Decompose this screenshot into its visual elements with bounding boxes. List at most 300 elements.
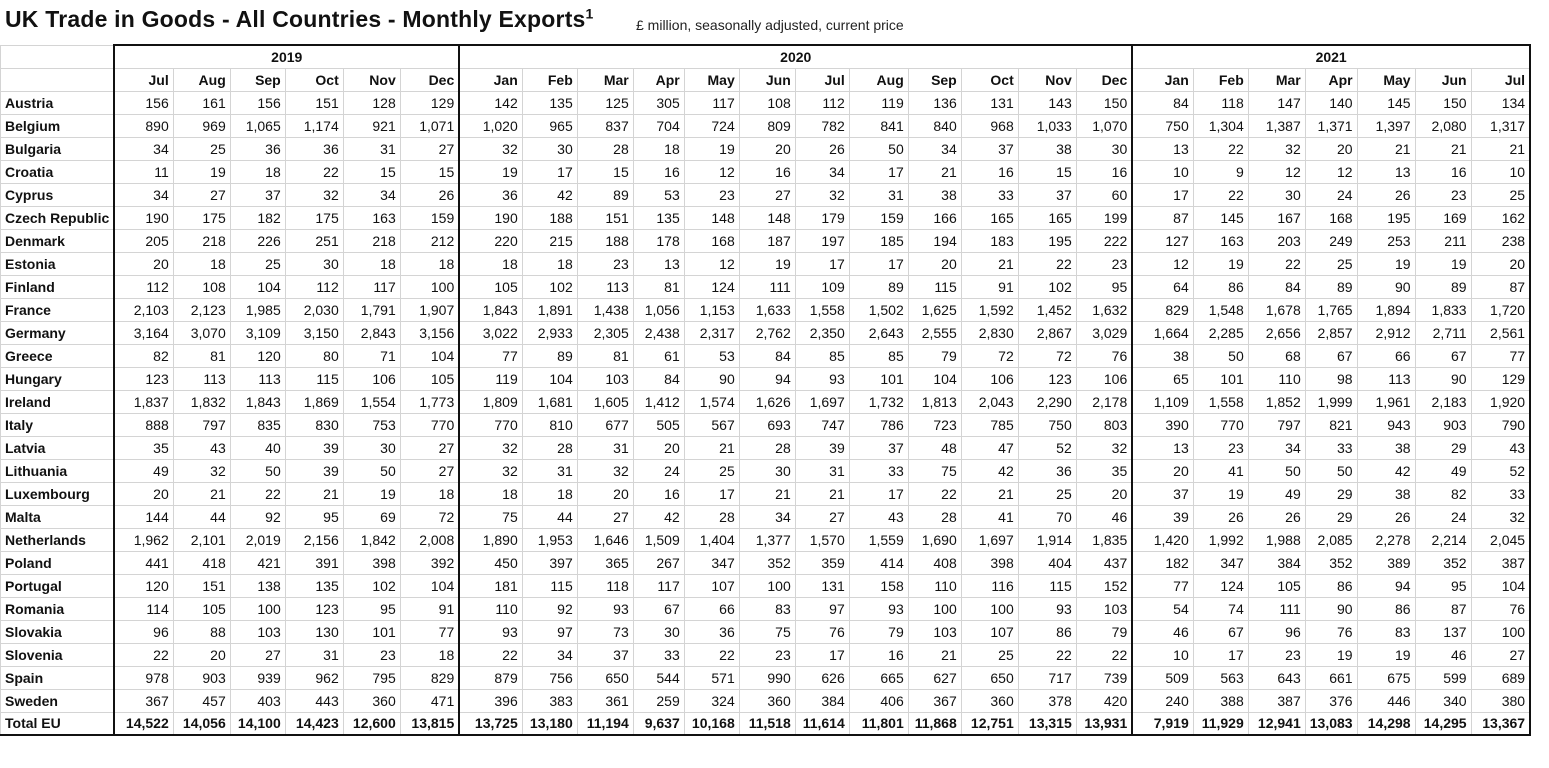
value-cell[interactable]: 15	[400, 160, 459, 183]
value-cell[interactable]: 26	[1248, 505, 1305, 528]
value-cell[interactable]: 30	[343, 436, 400, 459]
value-cell[interactable]: 2,178	[1076, 390, 1132, 413]
value-cell[interactable]: 37	[1132, 482, 1193, 505]
value-cell[interactable]: 2,711	[1415, 321, 1471, 344]
value-cell[interactable]: 12	[1248, 160, 1305, 183]
value-cell[interactable]: 12	[1132, 252, 1193, 275]
value-cell[interactable]: 1,920	[1471, 390, 1530, 413]
value-cell[interactable]: 101	[849, 367, 908, 390]
value-cell[interactable]: 100	[961, 597, 1018, 620]
value-cell[interactable]: 626	[795, 666, 849, 689]
value-cell[interactable]: 222	[1076, 229, 1132, 252]
value-cell[interactable]: 159	[400, 206, 459, 229]
value-cell[interactable]: 1,646	[577, 528, 633, 551]
value-cell[interactable]: 37	[1018, 183, 1076, 206]
value-cell[interactable]: 567	[684, 413, 739, 436]
value-cell[interactable]: 1,852	[1248, 390, 1305, 413]
value-cell[interactable]: 25	[961, 643, 1018, 666]
value-cell[interactable]: 25	[1471, 183, 1530, 206]
value-cell[interactable]: 3,164	[114, 321, 173, 344]
value-cell[interactable]: 360	[343, 689, 400, 712]
value-cell[interactable]: 30	[739, 459, 795, 482]
value-cell[interactable]: 389	[1357, 551, 1415, 574]
value-cell[interactable]: 92	[522, 597, 577, 620]
value-cell[interactable]: 643	[1248, 666, 1305, 689]
value-cell[interactable]: 841	[849, 114, 908, 137]
value-cell[interactable]: 205	[114, 229, 173, 252]
value-cell[interactable]: 367	[114, 689, 173, 712]
value-cell[interactable]: 156	[114, 91, 173, 114]
value-cell[interactable]: 48	[908, 436, 961, 459]
value-cell[interactable]: 31	[343, 137, 400, 160]
country-name[interactable]: Slovakia	[1, 620, 115, 643]
value-cell[interactable]: 194	[908, 229, 961, 252]
value-cell[interactable]: 571	[684, 666, 739, 689]
value-cell[interactable]: 340	[1415, 689, 1471, 712]
value-cell[interactable]: 81	[633, 275, 684, 298]
value-cell[interactable]: 990	[739, 666, 795, 689]
value-cell[interactable]: 22	[1248, 252, 1305, 275]
value-cell[interactable]: 1,559	[849, 528, 908, 551]
value-cell[interactable]: 978	[114, 666, 173, 689]
value-cell[interactable]: 12	[1305, 160, 1357, 183]
value-cell[interactable]: 147	[1248, 91, 1305, 114]
value-cell[interactable]: 72	[1018, 344, 1076, 367]
value-cell[interactable]: 20	[1076, 482, 1132, 505]
value-cell[interactable]: 33	[1305, 436, 1357, 459]
value-cell[interactable]: 97	[522, 620, 577, 643]
value-cell[interactable]: 135	[633, 206, 684, 229]
value-cell[interactable]: 2,278	[1357, 528, 1415, 551]
value-cell[interactable]: 388	[1193, 689, 1248, 712]
value-cell[interactable]: 34	[795, 160, 849, 183]
value-cell[interactable]: 259	[633, 689, 684, 712]
value-cell[interactable]: 34	[739, 505, 795, 528]
value-cell[interactable]: 1,558	[1193, 390, 1248, 413]
value-cell[interactable]: 135	[285, 574, 343, 597]
value-cell[interactable]: 159	[849, 206, 908, 229]
country-name[interactable]: Estonia	[1, 252, 115, 275]
value-cell[interactable]: 69	[343, 505, 400, 528]
value-cell[interactable]: 2,438	[633, 321, 684, 344]
value-cell[interactable]: 968	[961, 114, 1018, 137]
value-cell[interactable]: 420	[1076, 689, 1132, 712]
total-value-cell[interactable]: 12,751	[961, 712, 1018, 735]
value-cell[interactable]: 67	[1415, 344, 1471, 367]
value-cell[interactable]: 398	[961, 551, 1018, 574]
value-cell[interactable]: 18	[522, 482, 577, 505]
value-cell[interactable]: 1,574	[684, 390, 739, 413]
value-cell[interactable]: 19	[1415, 252, 1471, 275]
value-cell[interactable]: 2,561	[1471, 321, 1530, 344]
value-cell[interactable]: 19	[739, 252, 795, 275]
value-cell[interactable]: 1,837	[114, 390, 173, 413]
country-name[interactable]: Lithuania	[1, 459, 115, 482]
value-cell[interactable]: 135	[522, 91, 577, 114]
value-cell[interactable]: 17	[795, 252, 849, 275]
value-cell[interactable]: 22	[459, 643, 522, 666]
value-cell[interactable]: 810	[522, 413, 577, 436]
value-cell[interactable]: 21	[684, 436, 739, 459]
value-cell[interactable]: 25	[684, 459, 739, 482]
value-cell[interactable]: 103	[908, 620, 961, 643]
value-cell[interactable]: 185	[849, 229, 908, 252]
value-cell[interactable]: 52	[1471, 459, 1530, 482]
value-cell[interactable]: 116	[961, 574, 1018, 597]
value-cell[interactable]: 67	[633, 597, 684, 620]
value-cell[interactable]: 87	[1132, 206, 1193, 229]
value-cell[interactable]: 79	[1076, 620, 1132, 643]
value-cell[interactable]: 94	[739, 367, 795, 390]
value-cell[interactable]: 22	[1018, 252, 1076, 275]
value-cell[interactable]: 31	[849, 183, 908, 206]
value-cell[interactable]: 190	[459, 206, 522, 229]
value-cell[interactable]: 165	[961, 206, 1018, 229]
value-cell[interactable]: 100	[400, 275, 459, 298]
value-cell[interactable]: 20	[1132, 459, 1193, 482]
value-cell[interactable]: 29	[1305, 482, 1357, 505]
value-cell[interactable]: 34	[522, 643, 577, 666]
value-cell[interactable]: 835	[230, 413, 285, 436]
value-cell[interactable]: 1,304	[1193, 114, 1248, 137]
value-cell[interactable]: 380	[1471, 689, 1530, 712]
value-cell[interactable]: 145	[1193, 206, 1248, 229]
value-cell[interactable]: 782	[795, 114, 849, 137]
value-cell[interactable]: 1,317	[1471, 114, 1530, 137]
value-cell[interactable]: 1,765	[1305, 298, 1357, 321]
value-cell[interactable]: 3,156	[400, 321, 459, 344]
country-name[interactable]: Belgium	[1, 114, 115, 137]
value-cell[interactable]: 2,656	[1248, 321, 1305, 344]
value-cell[interactable]: 22	[1076, 643, 1132, 666]
value-cell[interactable]: 103	[230, 620, 285, 643]
value-cell[interactable]: 89	[849, 275, 908, 298]
value-cell[interactable]: 21	[1357, 137, 1415, 160]
value-cell[interactable]: 91	[961, 275, 1018, 298]
value-cell[interactable]: 969	[173, 114, 230, 137]
value-cell[interactable]: 16	[633, 482, 684, 505]
value-cell[interactable]: 1,791	[343, 298, 400, 321]
value-cell[interactable]: 120	[114, 574, 173, 597]
value-cell[interactable]: 378	[1018, 689, 1076, 712]
total-value-cell[interactable]: 13,315	[1018, 712, 1076, 735]
value-cell[interactable]: 1,377	[739, 528, 795, 551]
value-cell[interactable]: 165	[1018, 206, 1076, 229]
value-cell[interactable]: 71	[343, 344, 400, 367]
country-name[interactable]: Poland	[1, 551, 115, 574]
value-cell[interactable]: 31	[522, 459, 577, 482]
value-cell[interactable]: 115	[908, 275, 961, 298]
value-cell[interactable]: 26	[795, 137, 849, 160]
value-cell[interactable]: 18	[230, 160, 285, 183]
value-cell[interactable]: 1,999	[1305, 390, 1357, 413]
value-cell[interactable]: 238	[1471, 229, 1530, 252]
value-cell[interactable]: 22	[114, 643, 173, 666]
value-cell[interactable]: 20	[739, 137, 795, 160]
value-cell[interactable]: 2,317	[684, 321, 739, 344]
value-cell[interactable]: 29	[1305, 505, 1357, 528]
value-cell[interactable]: 27	[739, 183, 795, 206]
value-cell[interactable]: 1,502	[849, 298, 908, 321]
value-cell[interactable]: 16	[1415, 160, 1471, 183]
value-cell[interactable]: 137	[1415, 620, 1471, 643]
value-cell[interactable]: 38	[908, 183, 961, 206]
value-cell[interactable]: 188	[577, 229, 633, 252]
value-cell[interactable]: 183	[961, 229, 1018, 252]
value-cell[interactable]: 50	[1248, 459, 1305, 482]
value-cell[interactable]: 158	[849, 574, 908, 597]
value-cell[interactable]: 124	[684, 275, 739, 298]
value-cell[interactable]: 32	[285, 183, 343, 206]
value-cell[interactable]: 16	[961, 160, 1018, 183]
value-cell[interactable]: 101	[343, 620, 400, 643]
value-cell[interactable]: 21	[908, 160, 961, 183]
total-value-cell[interactable]: 13,180	[522, 712, 577, 735]
value-cell[interactable]: 324	[684, 689, 739, 712]
value-cell[interactable]: 1,397	[1357, 114, 1415, 137]
value-cell[interactable]: 90	[1305, 597, 1357, 620]
value-cell[interactable]: 178	[633, 229, 684, 252]
value-cell[interactable]: 1,809	[459, 390, 522, 413]
value-cell[interactable]: 37	[961, 137, 1018, 160]
value-cell[interactable]: 1,992	[1193, 528, 1248, 551]
value-cell[interactable]: 2,555	[908, 321, 961, 344]
value-cell[interactable]: 81	[577, 344, 633, 367]
value-cell[interactable]: 756	[522, 666, 577, 689]
value-cell[interactable]: 76	[1305, 620, 1357, 643]
value-cell[interactable]: 30	[1076, 137, 1132, 160]
value-cell[interactable]: 12	[684, 160, 739, 183]
value-cell[interactable]: 84	[1248, 275, 1305, 298]
value-cell[interactable]: 50	[1305, 459, 1357, 482]
value-cell[interactable]: 38	[1018, 137, 1076, 160]
value-cell[interactable]: 38	[1357, 482, 1415, 505]
value-cell[interactable]: 108	[173, 275, 230, 298]
value-cell[interactable]: 20	[114, 482, 173, 505]
value-cell[interactable]: 103	[577, 367, 633, 390]
value-cell[interactable]: 101	[1193, 367, 1248, 390]
value-cell[interactable]: 28	[522, 436, 577, 459]
value-cell[interactable]: 34	[114, 137, 173, 160]
country-name[interactable]: Malta	[1, 505, 115, 528]
value-cell[interactable]: 115	[522, 574, 577, 597]
value-cell[interactable]: 93	[577, 597, 633, 620]
value-cell[interactable]: 32	[459, 137, 522, 160]
value-cell[interactable]: 11	[114, 160, 173, 183]
total-value-cell[interactable]: 11,518	[739, 712, 795, 735]
value-cell[interactable]: 84	[633, 367, 684, 390]
value-cell[interactable]: 215	[522, 229, 577, 252]
value-cell[interactable]: 38	[1357, 436, 1415, 459]
value-cell[interactable]: 29	[1415, 436, 1471, 459]
total-value-cell[interactable]: 11,801	[849, 712, 908, 735]
value-cell[interactable]: 43	[1471, 436, 1530, 459]
value-cell[interactable]: 100	[230, 597, 285, 620]
value-cell[interactable]: 18	[633, 137, 684, 160]
value-cell[interactable]: 693	[739, 413, 795, 436]
value-cell[interactable]: 88	[173, 620, 230, 643]
value-cell[interactable]: 2,101	[173, 528, 230, 551]
value-cell[interactable]: 66	[1357, 344, 1415, 367]
country-name[interactable]: Hungary	[1, 367, 115, 390]
value-cell[interactable]: 23	[343, 643, 400, 666]
value-cell[interactable]: 46	[1076, 505, 1132, 528]
value-cell[interactable]: 142	[459, 91, 522, 114]
value-cell[interactable]: 33	[961, 183, 1018, 206]
value-cell[interactable]: 1,664	[1132, 321, 1193, 344]
total-value-cell[interactable]: 14,423	[285, 712, 343, 735]
value-cell[interactable]: 2,867	[1018, 321, 1076, 344]
value-cell[interactable]: 1,438	[577, 298, 633, 321]
value-cell[interactable]: 387	[1248, 689, 1305, 712]
value-cell[interactable]: 38	[1132, 344, 1193, 367]
value-cell[interactable]: 106	[1076, 367, 1132, 390]
value-cell[interactable]: 790	[1471, 413, 1530, 436]
value-cell[interactable]: 131	[795, 574, 849, 597]
value-cell[interactable]: 104	[230, 275, 285, 298]
value-cell[interactable]: 446	[1357, 689, 1415, 712]
value-cell[interactable]: 1,070	[1076, 114, 1132, 137]
value-cell[interactable]: 376	[1305, 689, 1357, 712]
value-cell[interactable]: 82	[114, 344, 173, 367]
value-cell[interactable]: 347	[1193, 551, 1248, 574]
value-cell[interactable]: 112	[114, 275, 173, 298]
total-value-cell[interactable]: 10,168	[684, 712, 739, 735]
value-cell[interactable]: 2,912	[1357, 321, 1415, 344]
value-cell[interactable]: 95	[285, 505, 343, 528]
value-cell[interactable]: 125	[577, 91, 633, 114]
value-cell[interactable]: 1,404	[684, 528, 739, 551]
value-cell[interactable]: 74	[1193, 597, 1248, 620]
value-cell[interactable]: 365	[577, 551, 633, 574]
value-cell[interactable]: 2,290	[1018, 390, 1076, 413]
country-name[interactable]: Cyprus	[1, 183, 115, 206]
value-cell[interactable]: 3,022	[459, 321, 522, 344]
value-cell[interactable]: 166	[908, 206, 961, 229]
value-cell[interactable]: 19	[684, 137, 739, 160]
value-cell[interactable]: 25	[1305, 252, 1357, 275]
country-name[interactable]: Slovenia	[1, 643, 115, 666]
value-cell[interactable]: 17	[1193, 643, 1248, 666]
value-cell[interactable]: 182	[230, 206, 285, 229]
value-cell[interactable]: 20	[114, 252, 173, 275]
value-cell[interactable]: 20	[1471, 252, 1530, 275]
total-value-cell[interactable]: 9,637	[633, 712, 684, 735]
value-cell[interactable]: 2,080	[1415, 114, 1471, 137]
value-cell[interactable]: 95	[1415, 574, 1471, 597]
value-cell[interactable]: 220	[459, 229, 522, 252]
value-cell[interactable]: 1,020	[459, 114, 522, 137]
value-cell[interactable]: 1,056	[633, 298, 684, 321]
value-cell[interactable]: 249	[1305, 229, 1357, 252]
value-cell[interactable]: 18	[459, 482, 522, 505]
value-cell[interactable]: 143	[1018, 91, 1076, 114]
value-cell[interactable]: 151	[285, 91, 343, 114]
value-cell[interactable]: 1,961	[1357, 390, 1415, 413]
value-cell[interactable]: 360	[961, 689, 1018, 712]
value-cell[interactable]: 803	[1076, 413, 1132, 436]
value-cell[interactable]: 509	[1132, 666, 1193, 689]
value-cell[interactable]: 91	[400, 597, 459, 620]
value-cell[interactable]: 16	[633, 160, 684, 183]
value-cell[interactable]: 2,103	[114, 298, 173, 321]
value-cell[interactable]: 37	[230, 183, 285, 206]
value-cell[interactable]: 87	[1415, 597, 1471, 620]
value-cell[interactable]: 93	[459, 620, 522, 643]
value-cell[interactable]: 23	[1248, 643, 1305, 666]
value-cell[interactable]: 77	[459, 344, 522, 367]
value-cell[interactable]: 175	[173, 206, 230, 229]
value-cell[interactable]: 19	[1357, 643, 1415, 666]
value-cell[interactable]: 2,305	[577, 321, 633, 344]
value-cell[interactable]: 2,156	[285, 528, 343, 551]
value-cell[interactable]: 21	[795, 482, 849, 505]
value-cell[interactable]: 404	[1018, 551, 1076, 574]
value-cell[interactable]: 123	[285, 597, 343, 620]
value-cell[interactable]: 15	[577, 160, 633, 183]
value-cell[interactable]: 199	[1076, 206, 1132, 229]
value-cell[interactable]: 10	[1132, 160, 1193, 183]
value-cell[interactable]: 113	[230, 367, 285, 390]
value-cell[interactable]: 17	[849, 482, 908, 505]
value-cell[interactable]: 27	[400, 459, 459, 482]
value-cell[interactable]: 35	[114, 436, 173, 459]
value-cell[interactable]: 84	[739, 344, 795, 367]
value-cell[interactable]: 717	[1018, 666, 1076, 689]
value-cell[interactable]: 1,720	[1471, 298, 1530, 321]
value-cell[interactable]: 156	[230, 91, 285, 114]
total-value-cell[interactable]: 13,083	[1305, 712, 1357, 735]
value-cell[interactable]: 677	[577, 413, 633, 436]
value-cell[interactable]: 112	[795, 91, 849, 114]
value-cell[interactable]: 41	[1193, 459, 1248, 482]
value-cell[interactable]: 17	[795, 643, 849, 666]
value-cell[interactable]: 3,109	[230, 321, 285, 344]
value-cell[interactable]: 2,350	[795, 321, 849, 344]
value-cell[interactable]: 39	[285, 459, 343, 482]
country-name[interactable]: Germany	[1, 321, 115, 344]
total-value-cell[interactable]: 13,367	[1471, 712, 1530, 735]
value-cell[interactable]: 39	[1132, 505, 1193, 528]
value-cell[interactable]: 102	[522, 275, 577, 298]
value-cell[interactable]: 739	[1076, 666, 1132, 689]
value-cell[interactable]: 90	[1415, 367, 1471, 390]
value-cell[interactable]: 103	[1076, 597, 1132, 620]
country-name[interactable]: Romania	[1, 597, 115, 620]
value-cell[interactable]: 1,387	[1248, 114, 1305, 137]
value-cell[interactable]: 77	[1471, 344, 1530, 367]
value-cell[interactable]: 10	[1471, 160, 1530, 183]
value-cell[interactable]: 102	[343, 574, 400, 597]
value-cell[interactable]: 770	[1193, 413, 1248, 436]
value-cell[interactable]: 148	[684, 206, 739, 229]
value-cell[interactable]: 32	[1076, 436, 1132, 459]
value-cell[interactable]: 115	[285, 367, 343, 390]
value-cell[interactable]: 60	[1076, 183, 1132, 206]
value-cell[interactable]: 39	[285, 436, 343, 459]
value-cell[interactable]: 809	[739, 114, 795, 137]
value-cell[interactable]: 443	[285, 689, 343, 712]
value-cell[interactable]: 93	[795, 367, 849, 390]
value-cell[interactable]: 34	[908, 137, 961, 160]
value-cell[interactable]: 119	[459, 367, 522, 390]
value-cell[interactable]: 650	[961, 666, 1018, 689]
country-name[interactable]: Luxembourg	[1, 482, 115, 505]
value-cell[interactable]: 367	[908, 689, 961, 712]
value-cell[interactable]: 785	[961, 413, 1018, 436]
value-cell[interactable]: 163	[343, 206, 400, 229]
value-cell[interactable]: 100	[739, 574, 795, 597]
